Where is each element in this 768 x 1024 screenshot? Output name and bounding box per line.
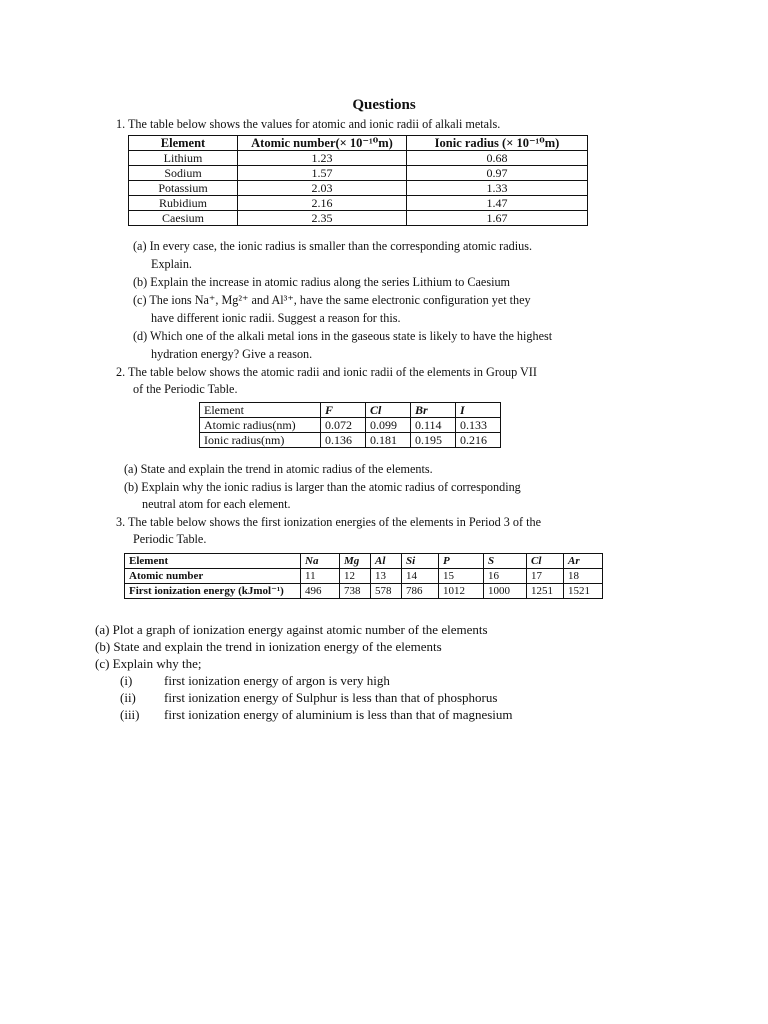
table-header: Atomic number(× 10⁻¹⁰m) — [238, 136, 407, 151]
table-header-row — [129, 136, 588, 151]
q1-part-d: (d) Which one of the alkali metal ions in the gaseous state is likely to have the highest — [133, 329, 553, 343]
table-row — [129, 196, 588, 211]
table-cell: Atomic number — [125, 569, 301, 584]
q2-part-b: (b) Explain why the ionic radius is larger than the atomic radius of corresponding — [124, 480, 521, 494]
table-cell: 14 — [402, 569, 439, 584]
table-cell: Rubidium — [129, 196, 238, 211]
table-cell: Na — [301, 554, 340, 569]
q3-subpart — [120, 706, 513, 723]
table-cell: 2.16 — [238, 196, 407, 211]
table-cell: 0.216 — [456, 433, 501, 448]
subpart-text: first ionization energy of Sulphur is less than that of phosphorus — [164, 690, 498, 705]
table-cell: 16 — [484, 569, 527, 584]
table-cell: 0.181 — [366, 433, 411, 448]
table-row — [125, 554, 603, 569]
q1-part-b: (b) Explain the increase in atomic radius along the series Lithium to Caesium — [133, 275, 511, 289]
table-cell: 0.114 — [411, 418, 456, 433]
page-title: Questions — [352, 97, 416, 113]
table-cell: Caesium — [129, 211, 238, 226]
q3-subpart — [120, 689, 497, 706]
table-cell: Sodium — [129, 166, 238, 181]
table-cell: 13 — [371, 569, 402, 584]
table-cell: 1012 — [439, 584, 484, 599]
table-cell: 17 — [527, 569, 564, 584]
ionization-energy-table — [124, 553, 603, 599]
q1-part-d-cont: hydration energy? Give a reason. — [151, 347, 313, 361]
table-cell: 1.33 — [407, 181, 588, 196]
q1-part-a: (a) In every case, the ionic radius is smaller than the corresponding atomic radius. — [133, 239, 533, 253]
q3-stem-cont: Periodic Table. — [133, 532, 207, 546]
subpart-number: (iii) — [120, 707, 140, 722]
table-cell: 15 — [439, 569, 484, 584]
table-cell: 0.195 — [411, 433, 456, 448]
q2-stem-cont: of the Periodic Table. — [133, 382, 238, 396]
table-cell: First ionization energy (kJmol⁻¹) — [125, 584, 301, 599]
q1-part-c: (c) The ions Na⁺, Mg²⁺ and Al³⁺, have the same electronic configuration yet they — [133, 293, 531, 307]
table-row — [129, 181, 588, 196]
table-row — [200, 403, 501, 418]
table-cell: P — [439, 554, 484, 569]
table-cell: Cl — [366, 403, 411, 418]
q3-part-a: (a) Plot a graph of ionization energy against atomic number of the elements — [95, 622, 488, 637]
subpart-text: first ionization energy of argon is very high — [164, 673, 390, 688]
table-cell: Element — [200, 403, 321, 418]
table-row — [200, 433, 501, 448]
table-cell: 0.072 — [321, 418, 366, 433]
table-cell: 1521 — [564, 584, 603, 599]
table-row — [200, 418, 501, 433]
table-cell: Lithium — [129, 151, 238, 166]
q3-part-b: (b) State and explain the trend in ionization energy of the elements — [95, 639, 442, 654]
table-cell: 1.67 — [407, 211, 588, 226]
table-cell: 578 — [371, 584, 402, 599]
table-cell: Br — [411, 403, 456, 418]
q2-part-b-cont: neutral atom for each element. — [142, 497, 291, 511]
table-cell: 0.68 — [407, 151, 588, 166]
table-cell: I — [456, 403, 501, 418]
subpart-number: (i) — [120, 673, 133, 688]
table-row — [129, 166, 588, 181]
table-cell: Element — [125, 554, 301, 569]
table-cell: Mg — [340, 554, 371, 569]
q2-part-a: (a) State and explain the trend in atomic radius of the elements. — [124, 462, 433, 476]
table-cell: Ionic radius(nm) — [200, 433, 321, 448]
table-cell: 1000 — [484, 584, 527, 599]
table-cell: 0.133 — [456, 418, 501, 433]
table-cell: 11 — [301, 569, 340, 584]
subpart-text: first ionization energy of aluminium is less than that of magnesium — [164, 707, 513, 722]
table-cell: 18 — [564, 569, 603, 584]
table-row — [125, 569, 603, 584]
table-cell: 738 — [340, 584, 371, 599]
group7-radii-table — [199, 402, 501, 448]
table-cell: Si — [402, 554, 439, 569]
q3-subpart — [120, 672, 390, 689]
table-cell: 0.136 — [321, 433, 366, 448]
subpart-number: (ii) — [120, 690, 136, 705]
table-cell: 1.47 — [407, 196, 588, 211]
table-cell: 1251 — [527, 584, 564, 599]
q1-stem: 1. The table below shows the values for atomic and ionic radii of alkali metals. — [116, 117, 501, 131]
table-cell: Potassium — [129, 181, 238, 196]
table-cell: Ar — [564, 554, 603, 569]
q2-stem: 2. The table below shows the atomic radii and ionic radii of the elements in Group VII — [116, 365, 537, 379]
q3-stem: 3. The table below shows the first ionization energies of the elements in Period 3 of the — [116, 515, 541, 529]
table-cell: 496 — [301, 584, 340, 599]
table-cell: 2.03 — [238, 181, 407, 196]
table-cell: 0.97 — [407, 166, 588, 181]
q1-part-a-cont: Explain. — [151, 257, 192, 271]
table-cell: 786 — [402, 584, 439, 599]
q3-part-c: (c) Explain why the; — [95, 656, 202, 671]
table-cell: Atomic radius(nm) — [200, 418, 321, 433]
table-row — [125, 584, 603, 599]
table-header: Element — [129, 136, 238, 151]
table-cell: F — [321, 403, 366, 418]
table-cell: 0.099 — [366, 418, 411, 433]
table-cell: 12 — [340, 569, 371, 584]
table-row — [129, 211, 588, 226]
table-cell: Al — [371, 554, 402, 569]
table-cell: 1.57 — [238, 166, 407, 181]
table-header: Ionic radius (× 10⁻¹⁰m) — [407, 136, 588, 151]
q1-part-c-cont: have different ionic radii. Suggest a reason for this. — [151, 311, 401, 325]
alkali-radii-table — [128, 135, 588, 226]
table-row — [129, 151, 588, 166]
table-cell: S — [484, 554, 527, 569]
table-cell: Cl — [527, 554, 564, 569]
table-cell: 1.23 — [238, 151, 407, 166]
table-cell: 2.35 — [238, 211, 407, 226]
